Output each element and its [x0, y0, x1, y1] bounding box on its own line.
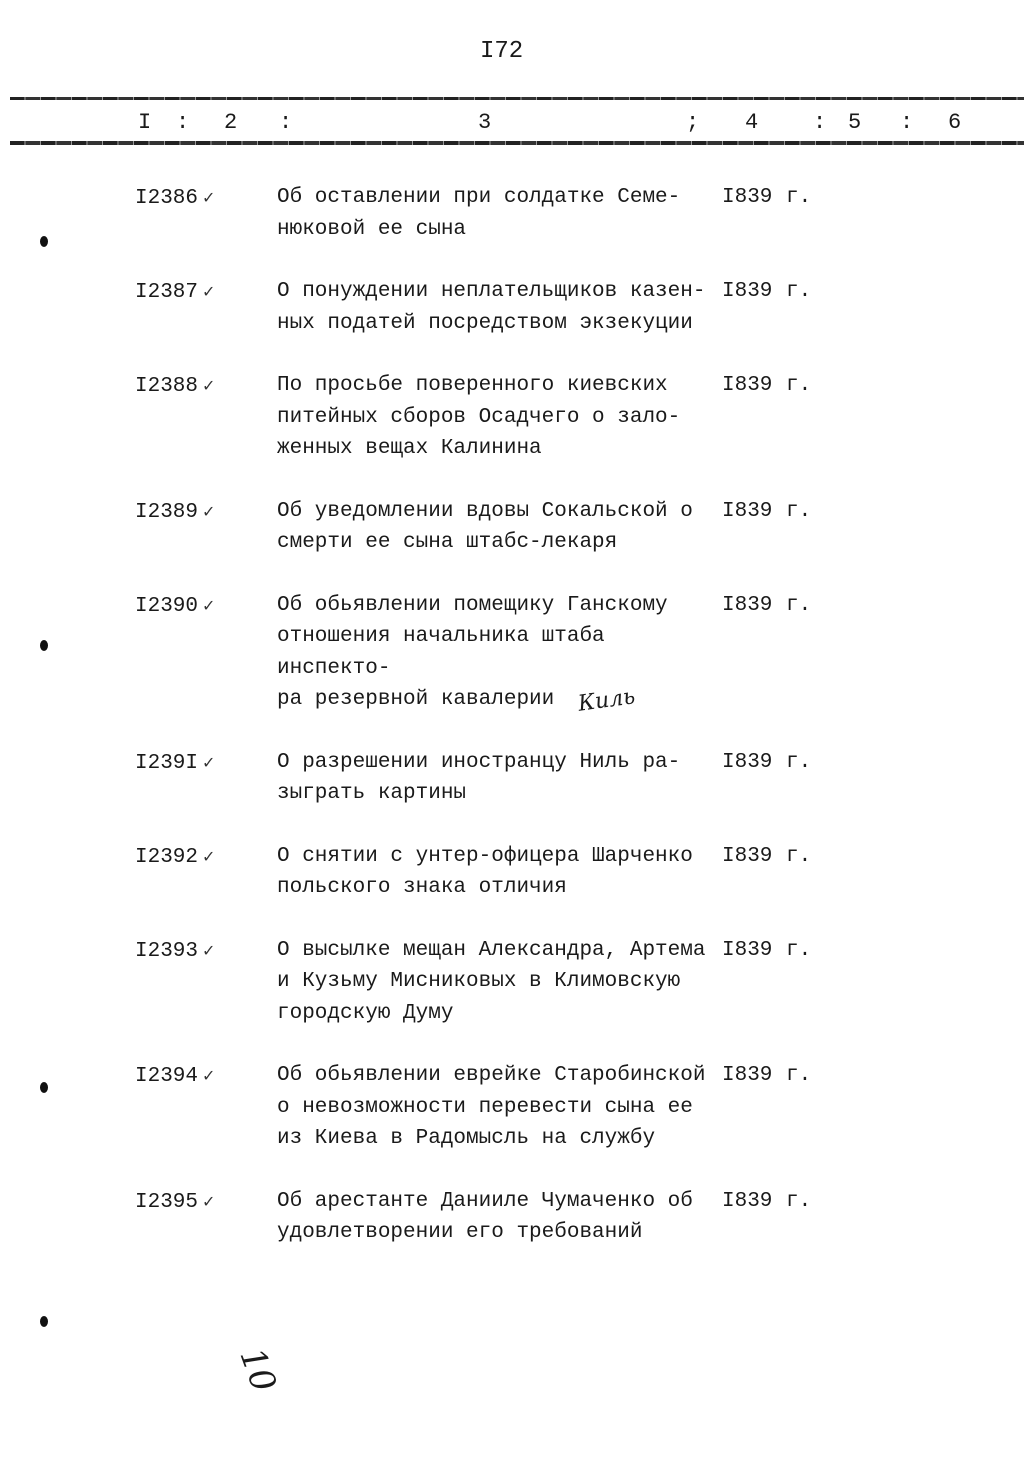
col-header-1: I [138, 110, 152, 135]
col-separator: : [900, 110, 914, 135]
entry-year-suffix: г. [786, 499, 812, 523]
entry-number-text: I2394 [135, 1065, 199, 1088]
entry-number [135, 935, 215, 968]
handwritten-annotation: Киль [576, 684, 637, 717]
check-mark-icon: ✓ [202, 188, 216, 207]
col-separator: : [176, 110, 190, 135]
entry-number-text: I2389 [135, 500, 199, 524]
entry-year: I839 [722, 374, 773, 397]
entry-year-suffix: г. [786, 844, 812, 868]
entry-year: I839 [722, 499, 773, 523]
entry-row [0, 747, 1024, 810]
entry-title: Об обьявлении помещику Ганскому отношения начальника штаба инспекто- ра резервной кавалерии [277, 593, 668, 711]
entry-number [135, 1186, 215, 1219]
entry-number-text: I239I [135, 751, 199, 775]
entry-number [135, 590, 215, 623]
entry-title: Об оставлении при солдатке Семе- нюковой ее сына [277, 186, 681, 241]
col-separator: : [279, 110, 293, 135]
entry-row [0, 370, 1024, 465]
handwritten-signature: 10 [231, 1342, 284, 1398]
check-mark-icon: ✓ [202, 282, 216, 301]
entry-year-suffix: г. [786, 186, 812, 209]
col-separator: : [813, 110, 827, 135]
column-headers [0, 110, 1024, 136]
entry-row [0, 590, 1024, 716]
entry-number-text: I2387 [135, 281, 199, 304]
entries-list [0, 182, 1024, 1280]
entry-year: I839 [722, 750, 773, 774]
entry-number-text: I2392 [135, 845, 199, 869]
entry-year: I839 [722, 938, 773, 962]
entry-number [135, 182, 215, 215]
check-mark-icon: ✓ [202, 752, 216, 772]
entry-row [0, 276, 1024, 339]
entry-number [135, 747, 215, 780]
entry-year-suffix: г. [786, 1064, 812, 1087]
col-header-6: 6 [948, 110, 962, 135]
entry-number-text: I2395 [135, 1190, 199, 1214]
entry-row [0, 496, 1024, 559]
entry-year: I839 [722, 593, 773, 617]
entry-year-suffix: г. [786, 750, 812, 774]
check-mark-icon: ✓ [202, 1191, 216, 1211]
col-header-3: 3 [478, 110, 492, 135]
entry-year-suffix: г. [786, 280, 812, 303]
check-mark-icon: ✓ [202, 376, 216, 395]
entry-number [135, 276, 215, 309]
entry-title: По просьбе поверенного киевских питейных сборов Осадчего о зало- женных вещах Калинина [277, 374, 681, 460]
punch-hole-mark [40, 1316, 48, 1327]
col-header-5: 5 [848, 110, 862, 135]
check-mark-icon: ✓ [202, 1066, 216, 1085]
entry-row [0, 935, 1024, 1030]
entry-number [135, 370, 215, 403]
entry-year-suffix: г. [786, 1189, 812, 1213]
entry-row [0, 841, 1024, 904]
header-rule-top [10, 97, 1024, 100]
punch-hole-mark [40, 1082, 48, 1093]
entry-title: Об арестанте Данииле Чумаченко об удовлетворении его требований [277, 1189, 693, 1244]
entry-year-suffix: г. [786, 593, 812, 617]
entry-number-text: I2390 [135, 594, 199, 618]
entry-number-text: I2386 [135, 187, 199, 210]
entry-number [135, 496, 215, 529]
entry-row [0, 1060, 1024, 1155]
entry-year-suffix: г. [786, 374, 812, 397]
entry-title: Об уведомлении вдовы Сокальской о смерти ее сына штабс-лекаря [277, 499, 693, 554]
punch-hole-mark [40, 640, 48, 651]
check-mark-icon: ✓ [202, 940, 216, 960]
col-header-2: 2 [224, 110, 238, 135]
entry-year: I839 [722, 1064, 773, 1087]
entry-title: О снятии с унтер-офицера Шарченко польского знака отличия [277, 844, 693, 899]
entry-year: I839 [722, 280, 773, 303]
check-mark-icon: ✓ [202, 501, 216, 521]
entry-year: I839 [722, 1189, 773, 1213]
entry-number [135, 841, 215, 874]
entry-title: О разрешении иностранцу Ниль ра- зыграть картины [277, 750, 681, 805]
col-header-4: 4 [745, 110, 759, 135]
entry-title: О понуждении неплательщиков казен- ных податей посредством экзекуции [277, 280, 706, 335]
entry-title: Об обьявлении еврейке Старобинской о невозможности перевести сына ее из Киева в Радомысль на службу [277, 1064, 706, 1150]
entry-row [0, 182, 1024, 245]
punch-hole-mark [40, 236, 48, 247]
entry-row [0, 1186, 1024, 1249]
entry-year: I839 [722, 844, 773, 868]
entry-number-text: I2393 [135, 939, 199, 963]
entry-title: О высылке мещан Александра, Артема и Кузьму Мисниковых в Климовскую городскую Думу [277, 938, 706, 1025]
header-rule-bottom [10, 141, 1024, 145]
entry-year: I839 [722, 186, 773, 209]
col-separator: ; [686, 110, 700, 135]
page-number: I72 [480, 38, 524, 65]
check-mark-icon: ✓ [202, 846, 216, 866]
check-mark-icon: ✓ [202, 595, 216, 615]
entry-number [135, 1060, 215, 1093]
entry-number-text: I2388 [135, 375, 199, 398]
entry-year-suffix: г. [786, 938, 812, 962]
